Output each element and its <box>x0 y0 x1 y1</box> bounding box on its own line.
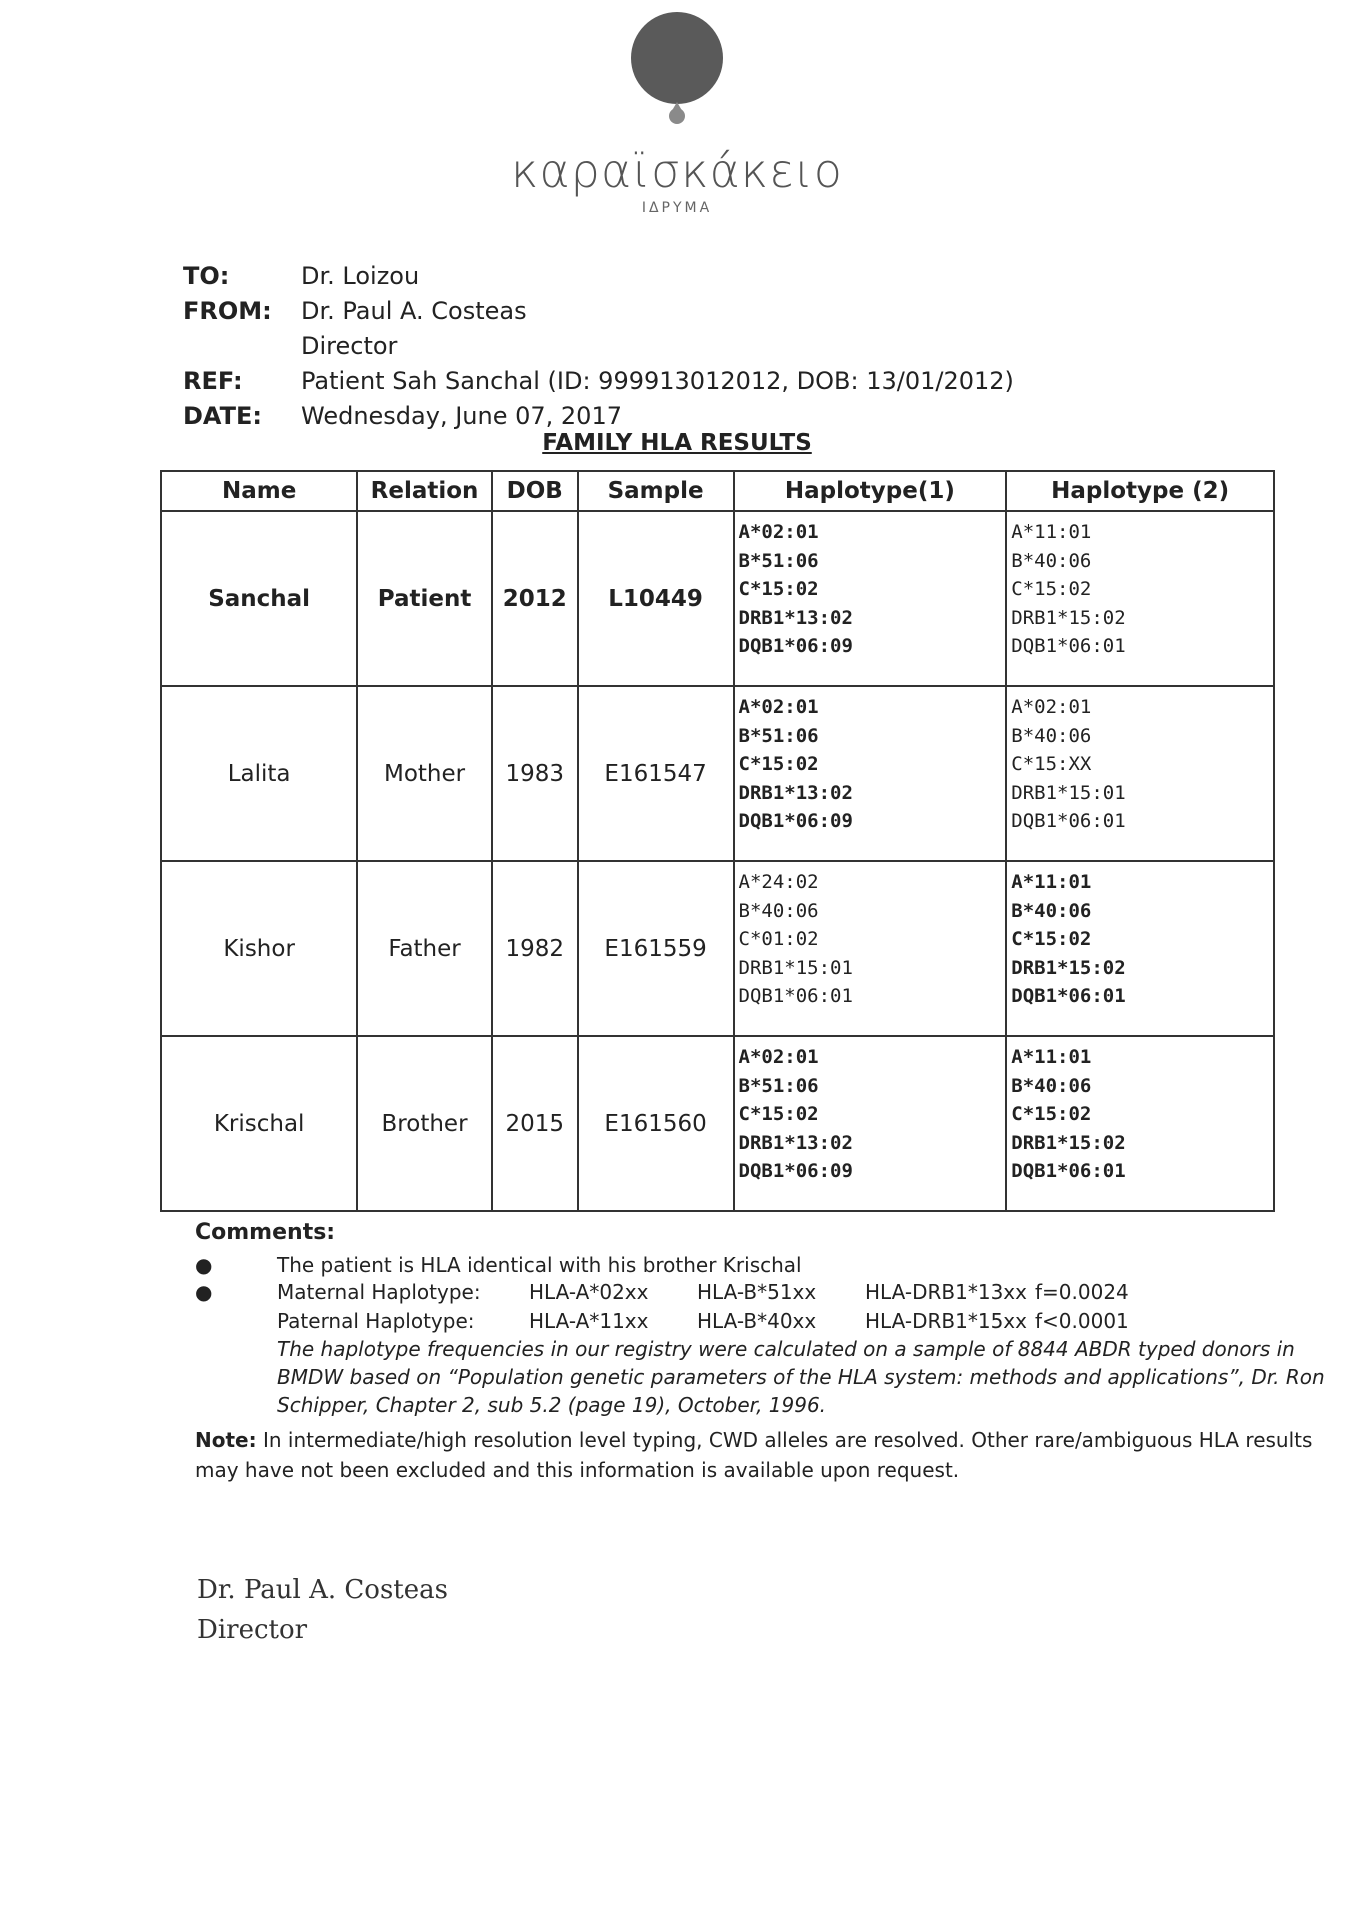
cell-name: Lalita <box>161 686 357 861</box>
allele: A*02:01 <box>1011 696 1092 718</box>
allele: DRB1*15:02 <box>1011 1131 1126 1154</box>
droplet-logo-icon <box>622 10 732 140</box>
allele: B*40:06 <box>1011 1074 1092 1097</box>
col-relation: Relation <box>357 471 492 511</box>
from-label: FROM: <box>183 296 272 325</box>
allele: DQB1*06:09 <box>738 635 853 657</box>
date-row <box>183 398 1014 433</box>
table-row <box>161 511 1274 686</box>
cell-haplotype-2 <box>1006 686 1274 861</box>
signature-name: Dr. Paul A. Costeas <box>197 1575 448 1605</box>
allele: DQB1*06:01 <box>1011 985 1126 1007</box>
brand-name: καραϊσκάκειο <box>511 144 843 198</box>
allele: B*40:06 <box>1011 549 1092 572</box>
to-row <box>183 258 1014 293</box>
cell-sample: E161547 <box>578 686 734 861</box>
cell-dob: 2012 <box>492 511 578 686</box>
to-label: TO: <box>183 261 230 290</box>
col-haplotype-2: Haplotype (2) <box>1006 471 1274 511</box>
cell-haplotype-2 <box>1006 861 1274 1036</box>
allele: DQB1*06:01 <box>1011 810 1126 832</box>
paternal-b: HLA-B*40xx <box>697 1308 817 1333</box>
from-value: Dr. Paul A. Costeas <box>301 296 527 325</box>
allele: DQB1*06:01 <box>1011 1160 1126 1182</box>
comments-title: Comments: <box>195 1220 336 1245</box>
comment-bullet-1 <box>195 1253 1345 1277</box>
table-row <box>161 1036 1274 1211</box>
signature-title: Director <box>197 1615 308 1645</box>
date-value: Wednesday, June 07, 2017 <box>301 401 622 430</box>
allele: C*15:02 <box>738 1103 819 1125</box>
col-name: Name <box>161 471 357 511</box>
hla-results-table <box>160 470 1275 1212</box>
allele: C*15:XX <box>1011 753 1092 775</box>
bullet-icon: ● <box>195 1253 213 1277</box>
maternal-drb: HLA-DRB1*13xx <box>865 1279 1027 1304</box>
allele: DQB1*06:01 <box>1011 635 1126 657</box>
allele: C*15:02 <box>1011 578 1092 600</box>
frequency-note: The haplotype frequencies in our registry were calculated on a sample of 8844 ABDR typed donors in BMDW based on “Population genetic parameters of the HLA system: methods and applications”, Dr. Ron Schipper, Chapter 2, sub 5.2 (page 19), October, 1996. <box>277 1337 1325 1417</box>
cell-name: Krischal <box>161 1036 357 1211</box>
col-dob: DOB <box>492 471 578 511</box>
cell-relation: Father <box>357 861 492 1036</box>
cell-haplotype-1 <box>734 686 1007 861</box>
allele: B*51:06 <box>738 549 819 572</box>
allele: B*40:06 <box>1011 899 1092 922</box>
allele: B*51:06 <box>738 724 819 747</box>
allele: C*15:02 <box>738 753 819 775</box>
allele: A*02:01 <box>738 1046 819 1068</box>
from-row <box>183 293 1014 328</box>
table-title: FAMILY HLA RESULTS <box>542 430 812 456</box>
allele: C*01:02 <box>738 928 819 950</box>
cell-haplotype-1 <box>734 511 1007 686</box>
cell-name: Kishor <box>161 861 357 1036</box>
allele: DQB1*06:01 <box>738 985 853 1007</box>
maternal-freq: f=0.0024 <box>1035 1279 1129 1304</box>
signature-block <box>197 1570 448 1650</box>
allele: B*40:06 <box>738 899 819 922</box>
memo-header <box>183 258 1014 433</box>
cell-sample: E161560 <box>578 1036 734 1211</box>
cell-relation: Mother <box>357 686 492 861</box>
table-row <box>161 861 1274 1036</box>
allele: DRB1*15:02 <box>1011 606 1126 629</box>
note-label: Note: <box>195 1428 257 1452</box>
allele: A*02:01 <box>738 696 819 718</box>
allele: C*15:02 <box>738 578 819 600</box>
cell-haplotype-2 <box>1006 511 1274 686</box>
table-row <box>161 686 1274 861</box>
ref-row <box>183 363 1014 398</box>
brand-subtitle: ΙΔΡΥΜΑ <box>641 200 713 216</box>
allele: DRB1*15:01 <box>738 956 853 979</box>
paternal-a: HLA-A*11xx <box>529 1308 649 1333</box>
cell-relation: Patient <box>357 511 492 686</box>
allele: DRB1*13:02 <box>738 781 853 804</box>
allele: DRB1*13:02 <box>738 606 853 629</box>
cell-haplotype-1 <box>734 861 1007 1036</box>
allele: B*51:06 <box>738 1074 819 1097</box>
logo <box>0 10 1354 216</box>
ref-label: REF: <box>183 366 243 395</box>
allele: A*11:01 <box>1011 1046 1092 1068</box>
allele: C*15:02 <box>1011 1103 1092 1125</box>
paternal-haplotype-line <box>195 1306 1345 1335</box>
paternal-freq: f<0.0001 <box>1035 1308 1129 1333</box>
cell-haplotype-2 <box>1006 1036 1274 1211</box>
comments-section <box>195 1220 1345 1485</box>
to-value: Dr. Loizou <box>301 261 420 290</box>
cell-dob: 1983 <box>492 686 578 861</box>
cell-sample: E161559 <box>578 861 734 1036</box>
comment-text-1: The patient is HLA identical with his brother Krischal <box>277 1253 802 1277</box>
allele: DRB1*15:02 <box>1011 956 1126 979</box>
paternal-label: Paternal Haplotype: <box>277 1308 475 1333</box>
date-label: DATE: <box>183 401 262 430</box>
maternal-a: HLA-A*02xx <box>529 1279 649 1304</box>
maternal-haplotype-line <box>195 1277 1345 1306</box>
allele: A*02:01 <box>738 521 819 543</box>
allele: DQB1*06:09 <box>738 1160 853 1182</box>
cell-haplotype-1 <box>734 1036 1007 1211</box>
cell-sample: L10449 <box>578 511 734 686</box>
cell-relation: Brother <box>357 1036 492 1211</box>
bullet-icon: ● <box>195 1279 213 1304</box>
allele: A*11:01 <box>1011 871 1092 893</box>
col-haplotype-1: Haplotype(1) <box>734 471 1007 511</box>
cell-dob: 2015 <box>492 1036 578 1211</box>
ref-value: Patient Sah Sanchal (ID: 999913012012, DOB: 13/01/2012) <box>301 366 1014 395</box>
cell-dob: 1982 <box>492 861 578 1036</box>
paternal-drb: HLA-DRB1*15xx <box>865 1308 1027 1333</box>
allele: A*11:01 <box>1011 521 1092 543</box>
cell-name: Sanchal <box>161 511 357 686</box>
allele: DRB1*13:02 <box>738 1131 853 1154</box>
allele: C*15:02 <box>1011 928 1092 950</box>
allele: DRB1*15:01 <box>1011 781 1126 804</box>
table-header-row <box>161 471 1274 511</box>
maternal-label: Maternal Haplotype: <box>277 1279 481 1304</box>
col-sample: Sample <box>578 471 734 511</box>
resolution-note <box>195 1425 1345 1485</box>
from-title: Director <box>301 331 398 360</box>
maternal-b: HLA-B*51xx <box>697 1279 817 1304</box>
allele: A*24:02 <box>738 871 819 893</box>
from-title-row <box>183 328 1014 363</box>
allele: B*40:06 <box>1011 724 1092 747</box>
allele: DQB1*06:09 <box>738 810 853 832</box>
note-text: In intermediate/high resolution level typing, CWD alleles are resolved. Other rare/ambiguous HLA results may have not been excluded and this information is available upon request. <box>195 1428 1313 1482</box>
